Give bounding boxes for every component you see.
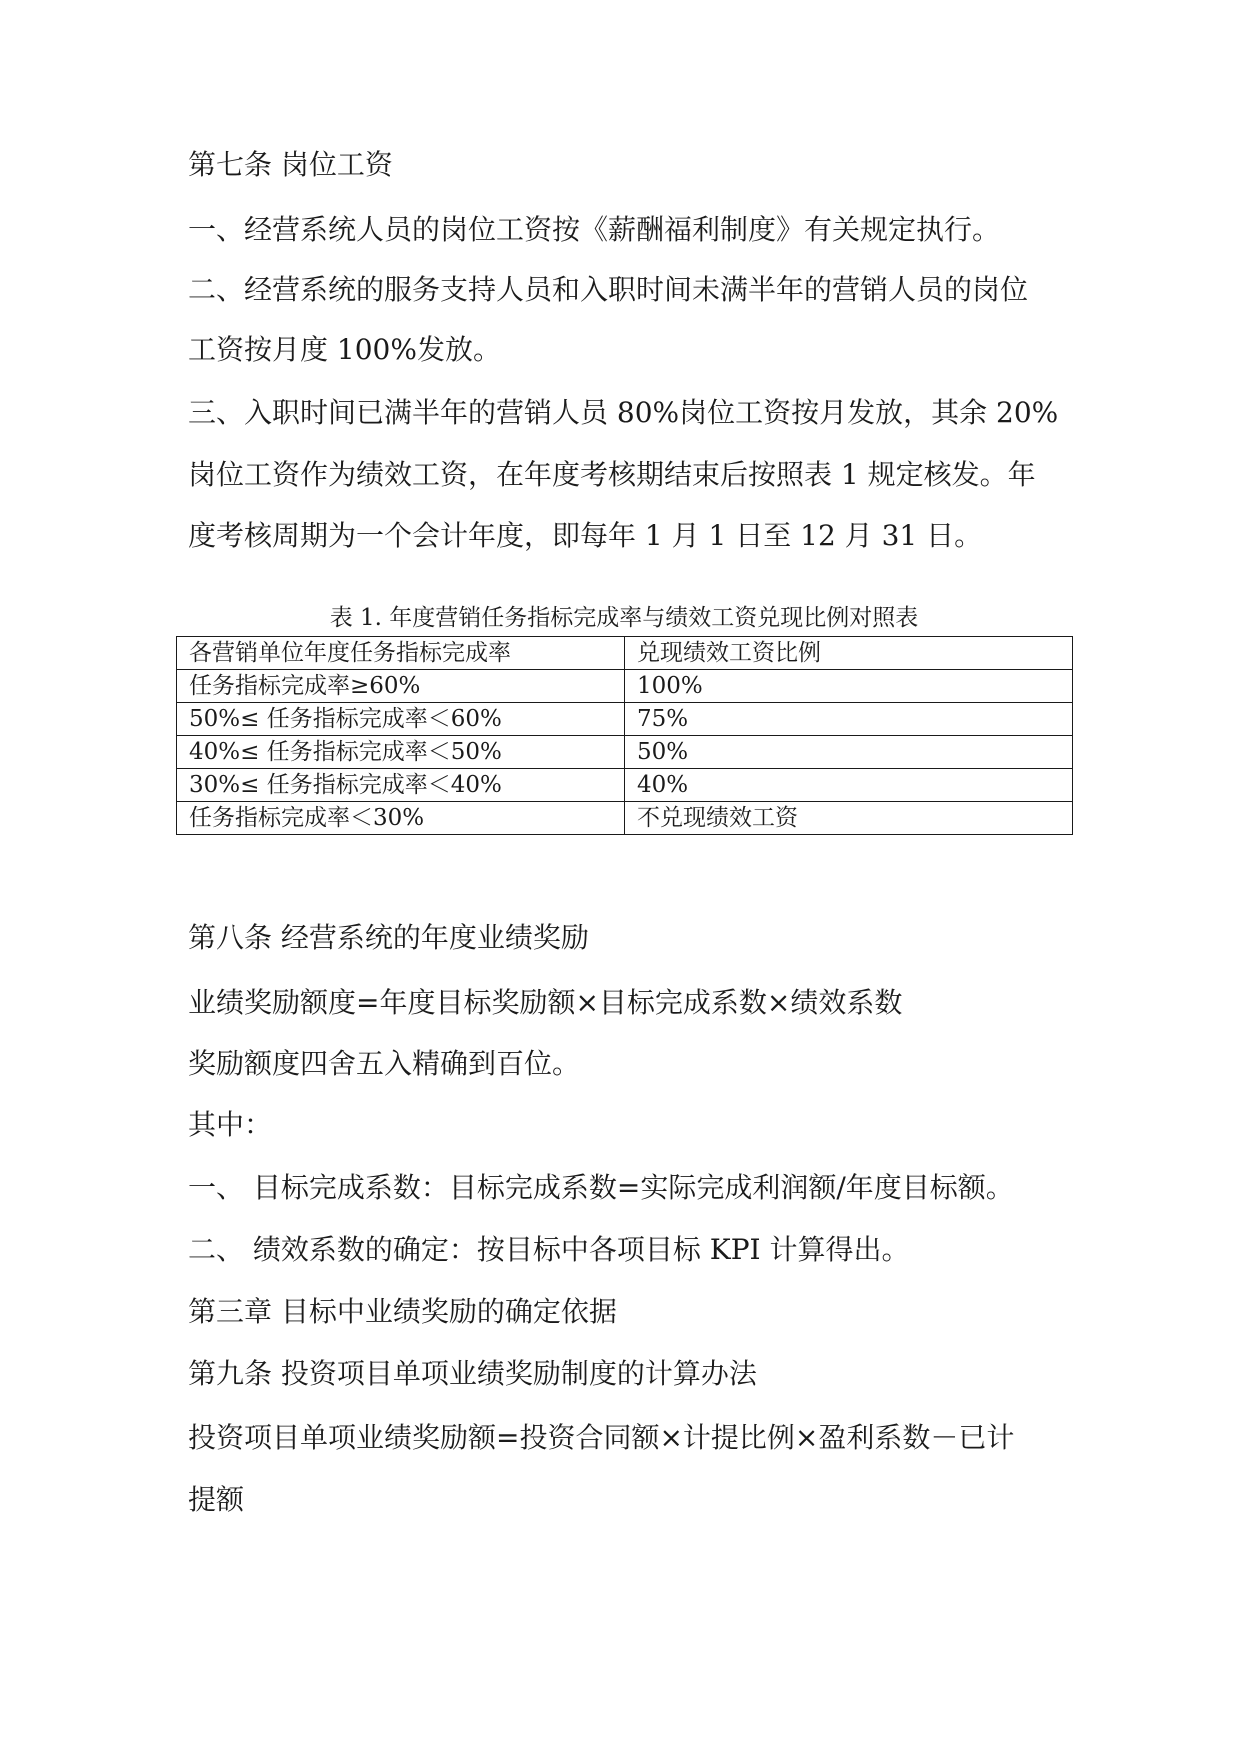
- table-header-row: [177, 637, 1073, 670]
- table-cell: 100%: [625, 670, 1073, 703]
- table-cell: 75%: [625, 703, 1073, 736]
- table-row: [177, 769, 1073, 802]
- article8-rounding: 奖励额度四舍五入精确到百位。: [188, 1047, 581, 1080]
- article8-item-2: 二、 绩效系数的确定：按目标中各项目标 KPI 计算得出。: [188, 1233, 910, 1266]
- article7-paragraph-3-line-3: 度考核周期为一个会计年度，即每年 1 月 1 日至 12 月 31 日。: [188, 519, 983, 552]
- article8-among: 其中：: [188, 1108, 273, 1141]
- table-cell: 任务指标完成率≥60%: [177, 670, 625, 703]
- article7-paragraph-2-line-2: 工资按月度 100%发放。: [188, 333, 501, 366]
- chapter3-heading: 第三章 目标中业绩奖励的确定依据: [188, 1295, 617, 1328]
- table-cell: 40%: [625, 769, 1073, 802]
- table-row: [177, 736, 1073, 769]
- table-row: [177, 670, 1073, 703]
- article7-paragraph-3-line-2: 岗位工资作为绩效工资，在年度考核期结束后按照表 1 规定核发。年: [188, 458, 1036, 491]
- article8-heading: 第八条 经营系统的年度业绩奖励: [188, 921, 589, 954]
- table-cell: 不兑现绩效工资: [625, 802, 1073, 835]
- article8-item-1: 一、 目标完成系数：目标完成系数=实际完成利润额/年度目标额。: [188, 1171, 1014, 1204]
- table-row: [177, 703, 1073, 736]
- article9-heading: 第九条 投资项目单项业绩奖励制度的计算办法: [188, 1357, 757, 1390]
- table-row: [177, 802, 1073, 835]
- article9-formula-line-1: 投资项目单项业绩奖励额=投资合同额×计提比例×盈利系数－已计: [188, 1421, 1015, 1454]
- table-cell: 50%: [625, 736, 1073, 769]
- article9-formula-line-2: 提额: [188, 1483, 245, 1516]
- table-header-cell: 兑现绩效工资比例: [625, 637, 1073, 670]
- article7-paragraph-1: 一、经营系统人员的岗位工资按《薪酬福利制度》有关规定执行。: [188, 213, 1001, 246]
- completion-ratio-table: [176, 636, 1073, 835]
- table-cell: 50%≤ 任务指标完成率＜60%: [177, 703, 625, 736]
- table-header-cell: 各营销单位年度任务指标完成率: [177, 637, 625, 670]
- table-cell: 任务指标完成率＜30%: [177, 802, 625, 835]
- article7-paragraph-3-line-1: 三、入职时间已满半年的营销人员 80%岗位工资按月发放，其余 20%: [188, 396, 1059, 429]
- table-cell: 30%≤ 任务指标完成率＜40%: [177, 769, 625, 802]
- article7-paragraph-2-line-1: 二、经营系统的服务支持人员和入职时间未满半年的营销人员的岗位: [188, 273, 1029, 306]
- table-caption: 表 1. 年度营销任务指标完成率与绩效工资兑现比例对照表: [329, 605, 919, 631]
- table-cell: 40%≤ 任务指标完成率＜50%: [177, 736, 625, 769]
- article7-heading: 第七条 岗位工资: [188, 148, 393, 181]
- article8-formula: 业绩奖励额度=年度目标奖励额×目标完成系数×绩效系数: [188, 986, 903, 1019]
